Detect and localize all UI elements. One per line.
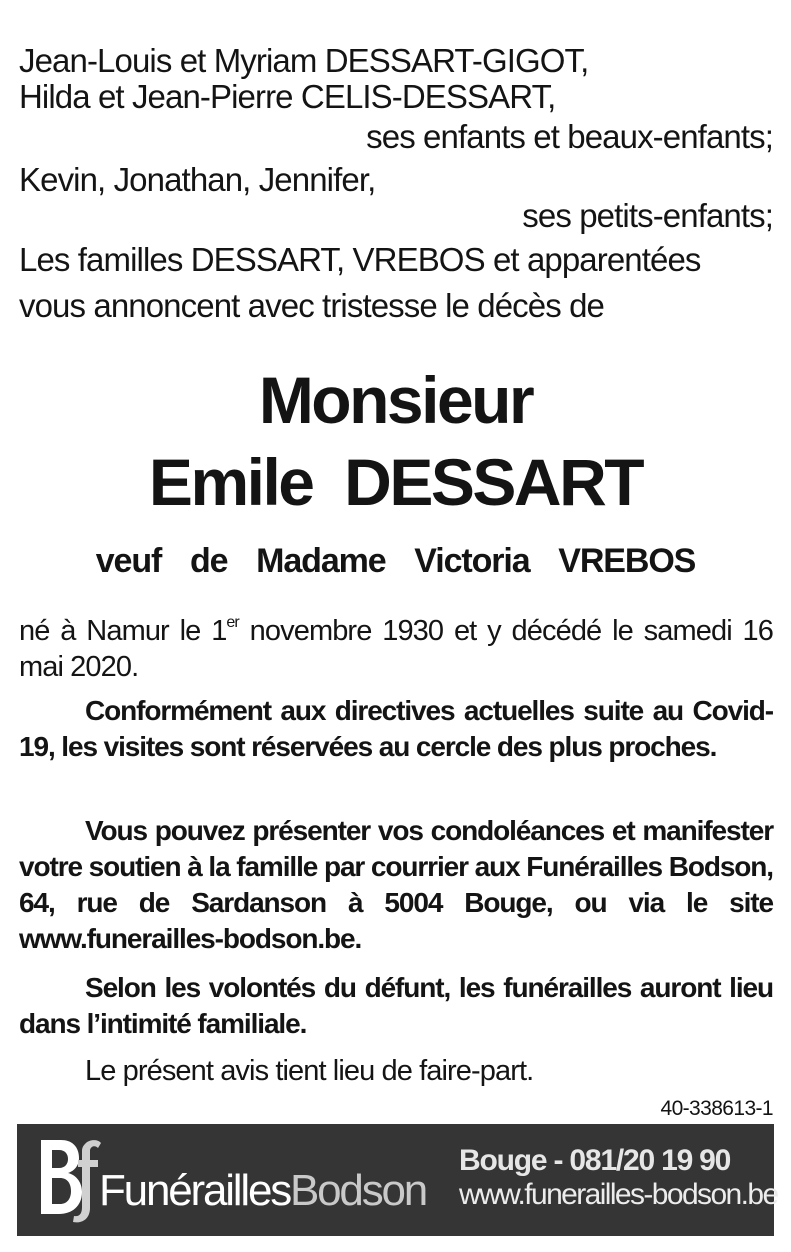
phone-line: Bouge - 081/20 19 90	[459, 1144, 731, 1177]
notice-paragraph: Le présent avis tient lieu de faire-part.	[85, 1055, 534, 1087]
condolences-paragraph: Vous pouvez présenter vos condoléances et manifester votre soutien à la famille par courrier aux Funérailles Bodson, 64, rue de Sardanson à 5004 Bouge, ou via le site www.funerailles-bodson.be.	[19, 815, 773, 954]
birth-ordinal: er	[226, 614, 239, 631]
bf-monogram-icon	[35, 1136, 105, 1226]
deceased-name: Emile DESSART	[148, 445, 643, 519]
covid-paragraph: Conformément aux directives actuelles suite au Covid-19, les visites sont réservées au cercle des plus proches.	[19, 695, 773, 762]
birth-suffix: novembre 1930 et y décédé le samedi 16 mai 2020.	[19, 615, 774, 683]
family-line-5: ses petits-enfants;	[522, 197, 773, 234]
website-link[interactable]: www.funerailles-bodson.be	[459, 1178, 778, 1211]
funeral-home-banner	[17, 1124, 778, 1236]
family-line-6: Les familles DESSART, VREBOS et apparentées	[19, 241, 701, 278]
family-line-4: Kevin, Jonathan, Jennifer,	[19, 161, 376, 198]
contact-block	[459, 1144, 778, 1212]
family-line-1: Jean-Louis et Myriam DESSART-GIGOT,	[19, 42, 589, 79]
widower-line: veuf de Madame Victoria VREBOS	[95, 542, 696, 580]
birth-prefix: né à Namur le 1	[19, 615, 227, 647]
reference-number: 40-338613-1	[660, 1097, 773, 1120]
family-line-2: Hilda et Jean-Pierre CELIS-DESSART,	[19, 78, 556, 115]
deceased-title: Monsieur	[258, 363, 533, 437]
brand-part-1: Funérailles	[99, 1166, 291, 1215]
wishes-paragraph: Selon les volontés du défunt, les funérailles auront lieu dans l’intimité familiale.	[19, 972, 773, 1039]
brand-part-2: Bodson	[290, 1166, 427, 1215]
brand-name	[99, 1166, 426, 1216]
family-line-3: ses enfants et beaux-enfants;	[366, 118, 773, 155]
birth-death-paragraph	[19, 613, 773, 685]
family-line-7: vous annoncent avec tristesse le décès de	[19, 287, 604, 324]
